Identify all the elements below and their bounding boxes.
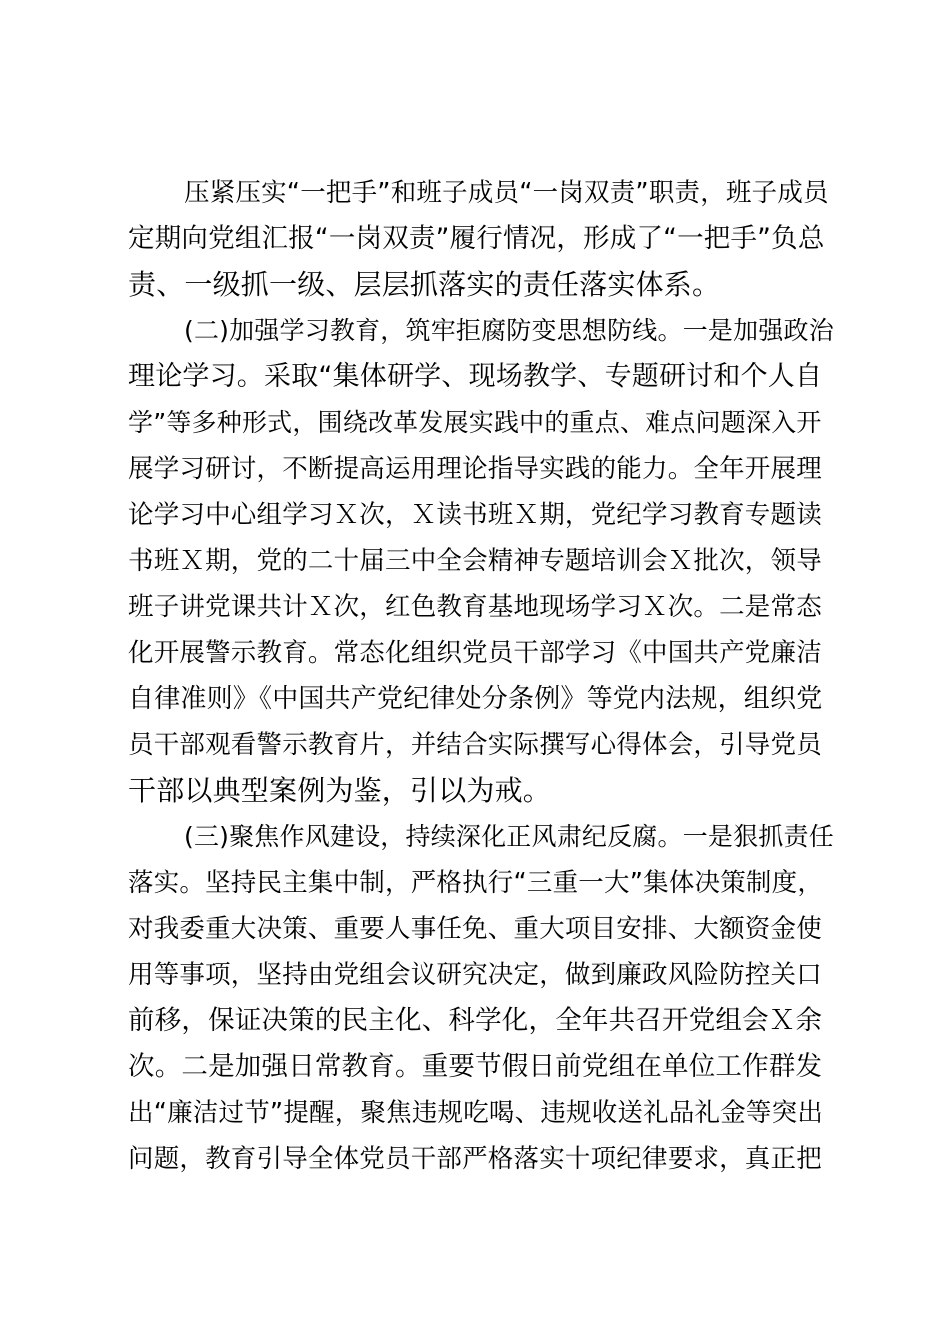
text-line: (二)加强学习教育，筑牢拒腐防变思想防线。一是加强政治	[184, 316, 834, 345]
text-line: 责、一级抓一级、层层抓落实的责任落实体系。	[128, 268, 721, 301]
text-line: 问题，教育引导全体党员干部严格落实十项纪律要求，真正把	[128, 1144, 822, 1174]
text-line: 对我委重大决策、重要人事任免、重大项目安排、大额资金使	[128, 914, 822, 944]
text-line: 自律准则》《中国共产党纪律处分条例》等党内法规，组织党	[128, 684, 823, 714]
text-line: 定期向党组汇报“一岗双责”履行情况，形成了“一把手”负总	[128, 223, 825, 254]
text-line: (三)聚焦作风建设，持续深化正风肃纪反腐。一是狠抓责任	[184, 822, 834, 851]
text-line: 书班Ｘ期，党的二十届三中全会精神专题培训会Ｘ批次，领导	[128, 546, 822, 576]
text-line: 前移，保证决策的民主化、科学化，全年共召开党组会Ｘ余	[128, 1005, 823, 1036]
text-line: 落实。坚持民主集中制，严格执行“三重一大”集体决策制度，	[128, 868, 824, 898]
text-line: 压紧压实“一把手”和班子成员“一岗双责”职责，班子成员	[184, 178, 829, 208]
text-line: 论学习中心组学习Ｘ次，Ｘ读书班Ｘ期，党纪学习教育专题读	[128, 500, 822, 530]
text-line: 干部以典型案例为鉴，引以为戒。	[128, 774, 552, 807]
text-line: 理论学习。采取“集体研学、现场教学、专题研讨和个人自	[128, 361, 823, 392]
text-line: 班子讲党课共计Ｘ次，红色教育基地现场学习Ｘ次。二是常态	[128, 592, 822, 622]
text-line: 用等事项，坚持由党组会议研究决定，做到廉政风险防控关口	[128, 960, 822, 990]
text-line: 学”等多种形式，围绕改革发展实践中的重点、难点问题深入开	[128, 408, 822, 437]
text-line: 展学习研讨，不断提高运用理论指导实践的能力。全年开展理	[128, 454, 822, 484]
text-line: 次。二是加强日常教育。重要节假日前党组在单位工作群发	[128, 1051, 823, 1082]
text-line: 出“廉洁过节”提醒，聚焦违规吃喝、违规收送礼品礼金等突出	[128, 1098, 824, 1128]
text-line: 化开展警示教育。常态化组织党员干部学习《中国共产党廉洁	[128, 638, 822, 668]
text-line: 员干部观看警示教育片，并结合实际撰写心得体会，引导党员	[128, 730, 822, 760]
